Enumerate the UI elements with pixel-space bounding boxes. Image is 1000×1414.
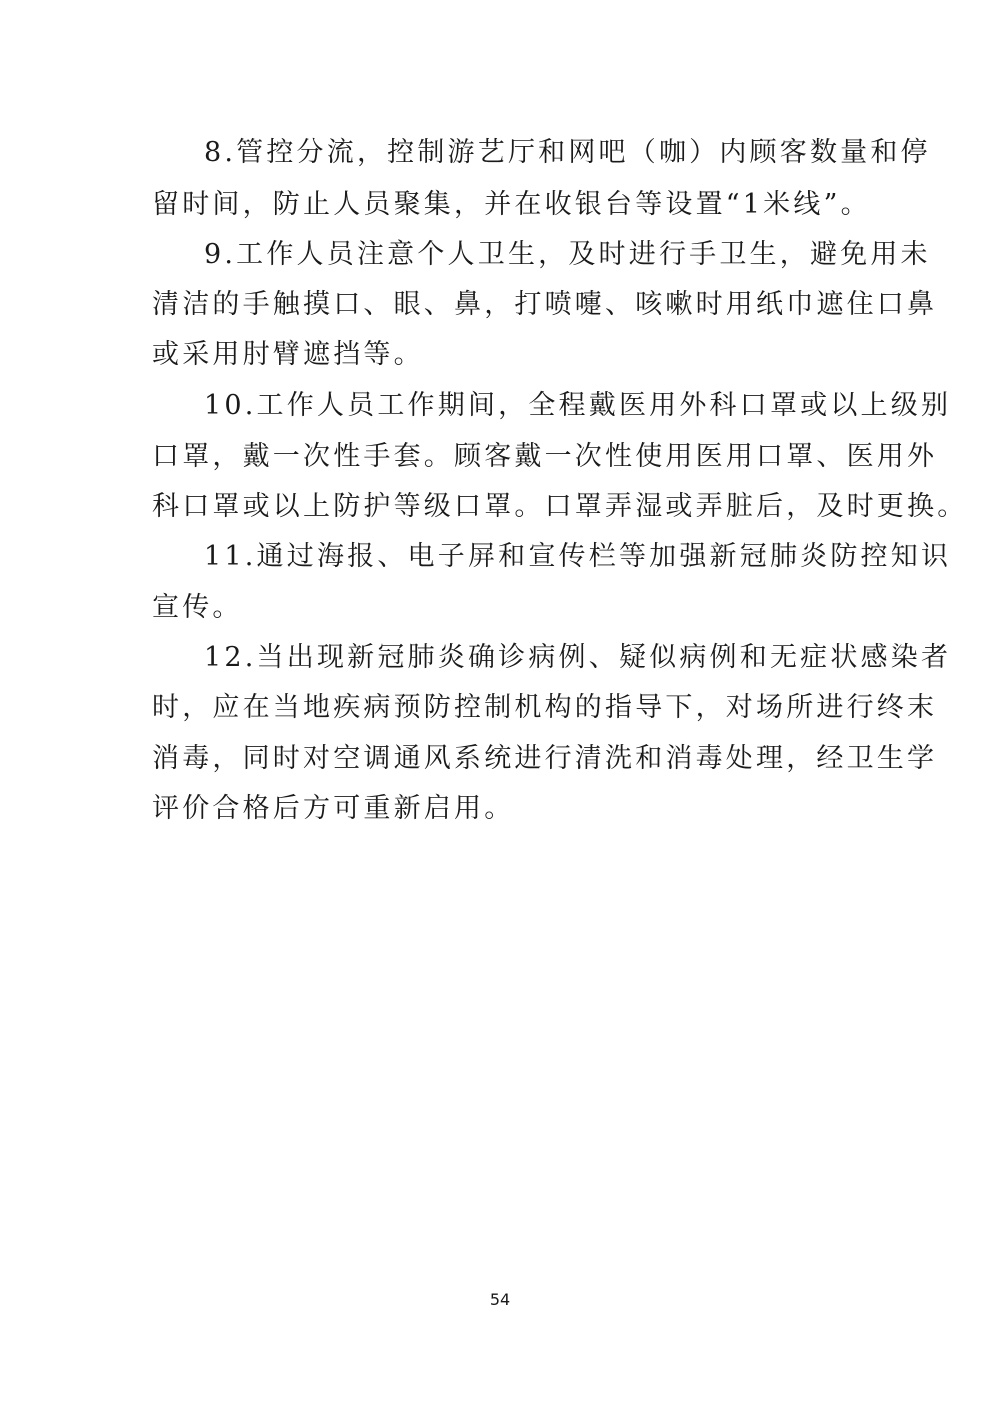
- page-number: 54: [489, 1290, 511, 1309]
- paragraph-12-line-4: 评价合格后方可重新启用。: [152, 793, 515, 824]
- paragraph-10-line-2: 口罩，戴一次性手套。顾客戴一次性使用医用口罩、医用外: [152, 441, 938, 472]
- paragraph-11-line-2: 宣传。: [152, 592, 243, 623]
- paragraph-12-line-2: 时，应在当地疾病预防控制机构的指导下，对场所进行终末: [152, 692, 938, 723]
- paragraph-11-line-1: 11.通过海报、电子屏和宣传栏等加强新冠肺炎防控知识: [204, 541, 952, 572]
- paragraph-12-line-3: 消毒，同时对空调通风系统进行清洗和消毒处理，经卫生学: [152, 743, 938, 774]
- paragraph-12-line-1: 12.当出现新冠肺炎确诊病例、疑似病例和无症状感染者: [204, 642, 952, 673]
- paragraph-8-line-2: 留时间，防止人员聚集，并在收银台等设置“1米线”。: [152, 189, 871, 220]
- paragraph-10-line-1: 10.工作人员工作期间，全程戴医用外科口罩或以上级别: [204, 390, 952, 421]
- paragraph-9-line-3: 或采用肘臂遮挡等。: [152, 339, 424, 370]
- paragraph-9-line-1: 9.工作人员注意个人卫生，及时进行手卫生，避免用未: [204, 239, 931, 270]
- paragraph-8-line-1: 8.管控分流，控制游艺厅和网吧（咖）内顾客数量和停: [204, 137, 931, 168]
- paragraph-9-line-2: 清洁的手触摸口、眼、鼻，打喷嚏、咳嗽时用纸巾遮住口鼻: [152, 289, 938, 320]
- paragraph-10-line-3: 科口罩或以上防护等级口罩。口罩弄湿或弄脏后，及时更换。: [152, 491, 968, 522]
